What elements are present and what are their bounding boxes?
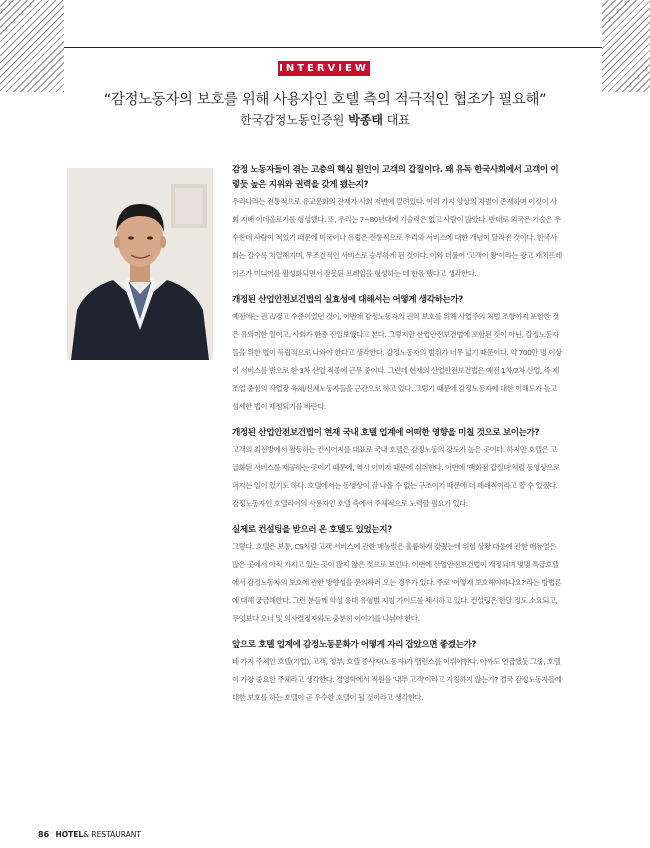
page-number: 86 <box>38 830 50 839</box>
qa-block <box>232 163 562 283</box>
byline-title: 대표 <box>386 113 410 127</box>
byline-org: 한국감정노동인증원 <box>240 113 345 127</box>
article-body <box>232 163 562 717</box>
byline <box>0 111 650 128</box>
qa-block <box>232 426 562 513</box>
interviewee-photo <box>67 168 213 360</box>
magazine-name-rest: & RESTAURANT <box>83 830 141 839</box>
qa-block <box>232 638 562 707</box>
interview-answer: 그렇다. 호텔은 보통, CS처럼 고객 서비스에 관한 매뉴얼은 훌륭하게 갖췄는데 위험 상황 대응에 관한 매뉴얼은 많은 곳에서 아직 가지고 있는 곳이 많지 않은 것으로 보인다. 이번에 산업안전보건법이 개정되며 몇몇 특급호텔에서 감정노동자의 보호에 관한 방향성을 문의하러 오는 경우가 있다. 주로 '어떻게 보호해야하나요?'라는 방법론에 대해 궁금해한다. 그런 분들께 악성 응대 유형별 지침 가이드를 제시하고 있다. 컨설팅은 한달 정도 소요되고, 무엇보다 오너 및 의사결정자와도 충분히 이야기를 나눠야 한다. <box>232 542 562 623</box>
header-rule <box>64 47 602 48</box>
portrait-illustration <box>67 168 213 360</box>
magazine-name <box>56 830 141 839</box>
interview-answer: 우리나라는 전통적으로 유교문화의 잔재가 사회 저변에 깔려있다. 여러 가지 양상의 차별이 존재하며 이것이 사회 지배 이데올로기를 형성했다. 또, 우리는 7~80년대에 기술력은 없고 사람이 많았다. 반대로 외국은 기술은 우수한데 사람이 적었기 때문에 미국이나 유럽은 전통적으로 우리와 서비스에 대한 개념이 달라진 것이다. 한국사회는 갈수록 치열해지며, 무조건적인 서비스로 승부하게 된 것이다. 이와 더불어 '고객이 왕'이라는 광고 캐치프레이즈가 미디어를 활성화되면서 잘못된 프레임을 형성하는 데 한몫 했다고 생각한다. <box>232 197 562 278</box>
qa-block <box>232 523 562 628</box>
interview-question: 실제로 컨설팅을 받으러 온 호텔도 있었는지? <box>232 525 392 535</box>
page-footer <box>38 830 141 839</box>
decorative-hatch-left <box>0 0 64 92</box>
qa-block <box>232 293 562 416</box>
interview-answer: 네 가지 주체인 호텔(기업), 고객, 정부, 호텔 종사자(노동자)가 밸런스를 이뤄야한다. 아까도 언급했듯 그중, 호텔이 가장 중요한 주체라고 생각한다. 경영학에서 직원을 '내부 고객'이라고 지칭하지 않는가? 결국 감정노동자들에 대한 보호를 하는 호텔이 곧 우수한 호텔이 될 것이라고 생각한다. <box>232 657 562 702</box>
interview-question: 개정된 산업안전보건법이 현재 국내 호텔 업계에 어떠한 영향을 미칠 것으로 보이는가? <box>232 428 540 438</box>
section-badge: INTERVIEW <box>279 63 369 74</box>
decorative-hatch-right <box>602 0 650 92</box>
interview-answer: 예전에는 권고/경고 수준이었던 것이, 이번에 감정노동자의 권익 보호를 위해 사업주의 처벌 조항까지 포함한 것은 유의미한 일이고, 사회가 한층 진일보했다고 본다. 그렇지만 산업안전보건법에 포함된 것이 아닌, 감정노동자들을 위한 법이 독립적으로 나와야 한다고 생각한다. 감정노동자의 범위가 너무 넓기 때문이다. 약 700만 명 이상이 서비스를 반으로 한 3차 산업 직종에 근무 중이다. 그런데 현재의 산업안전보건법은 예전 1차/2차 산업, 즉 제조업 중심의 작업장 육체/신체노동자들을 근간으로 하고 있다. 그렇기 때문에 감정노동자에 대한 이해도가 높고 섬세한 법이 제정되기를 바란다. <box>232 312 562 411</box>
article-headline: “감정노동자의 보호를 위해 사용자인 호텔 측의 적극적인 협조가 필요해” <box>103 92 547 108</box>
magazine-name-bold: HOTEL <box>55 830 84 839</box>
interview-question: 개정된 산업안전보건법의 실효성에 대해서는 어떻게 생각하는가? <box>232 295 463 305</box>
interview-question: 앞으로 호텔 업계에 감정노동문화가 어떻게 자리 잡았으면 좋겠는가? <box>232 640 476 650</box>
interview-answer: 고객의 최전방에서 활동하는 컨시어지를 대표로 국내 호텔은 감정노동의 강도가 높은 곳이다. 하지만 호텔은 고급화된 서비스를 제공하는 곳이기 때문에, 역시 이미지 때문에 쉬쉬한다. 이번에 '백화점 갑질녀'처럼 동영상으로 퍼지는 일이 있기도 하다. 호텔에서는 동영상이 잘 나올 수 없는 구조이기 때문에 더 폐쇄적이라고 할 수 있겠다. 감정노동자인 호텔리어의 사용자인 호텔 측에서 주체적으로 노력할 필요가 있다. <box>232 445 560 508</box>
interview-question: 감정 노동자들이 겪는 고충의 핵심 원인이 고객의 갑질이다. 왜 유독 한국사회에서 고객이 이렇듯 높은 지위와 권력을 갖게 됐는지? <box>232 165 559 190</box>
byline-name: 박종태 <box>348 113 383 127</box>
